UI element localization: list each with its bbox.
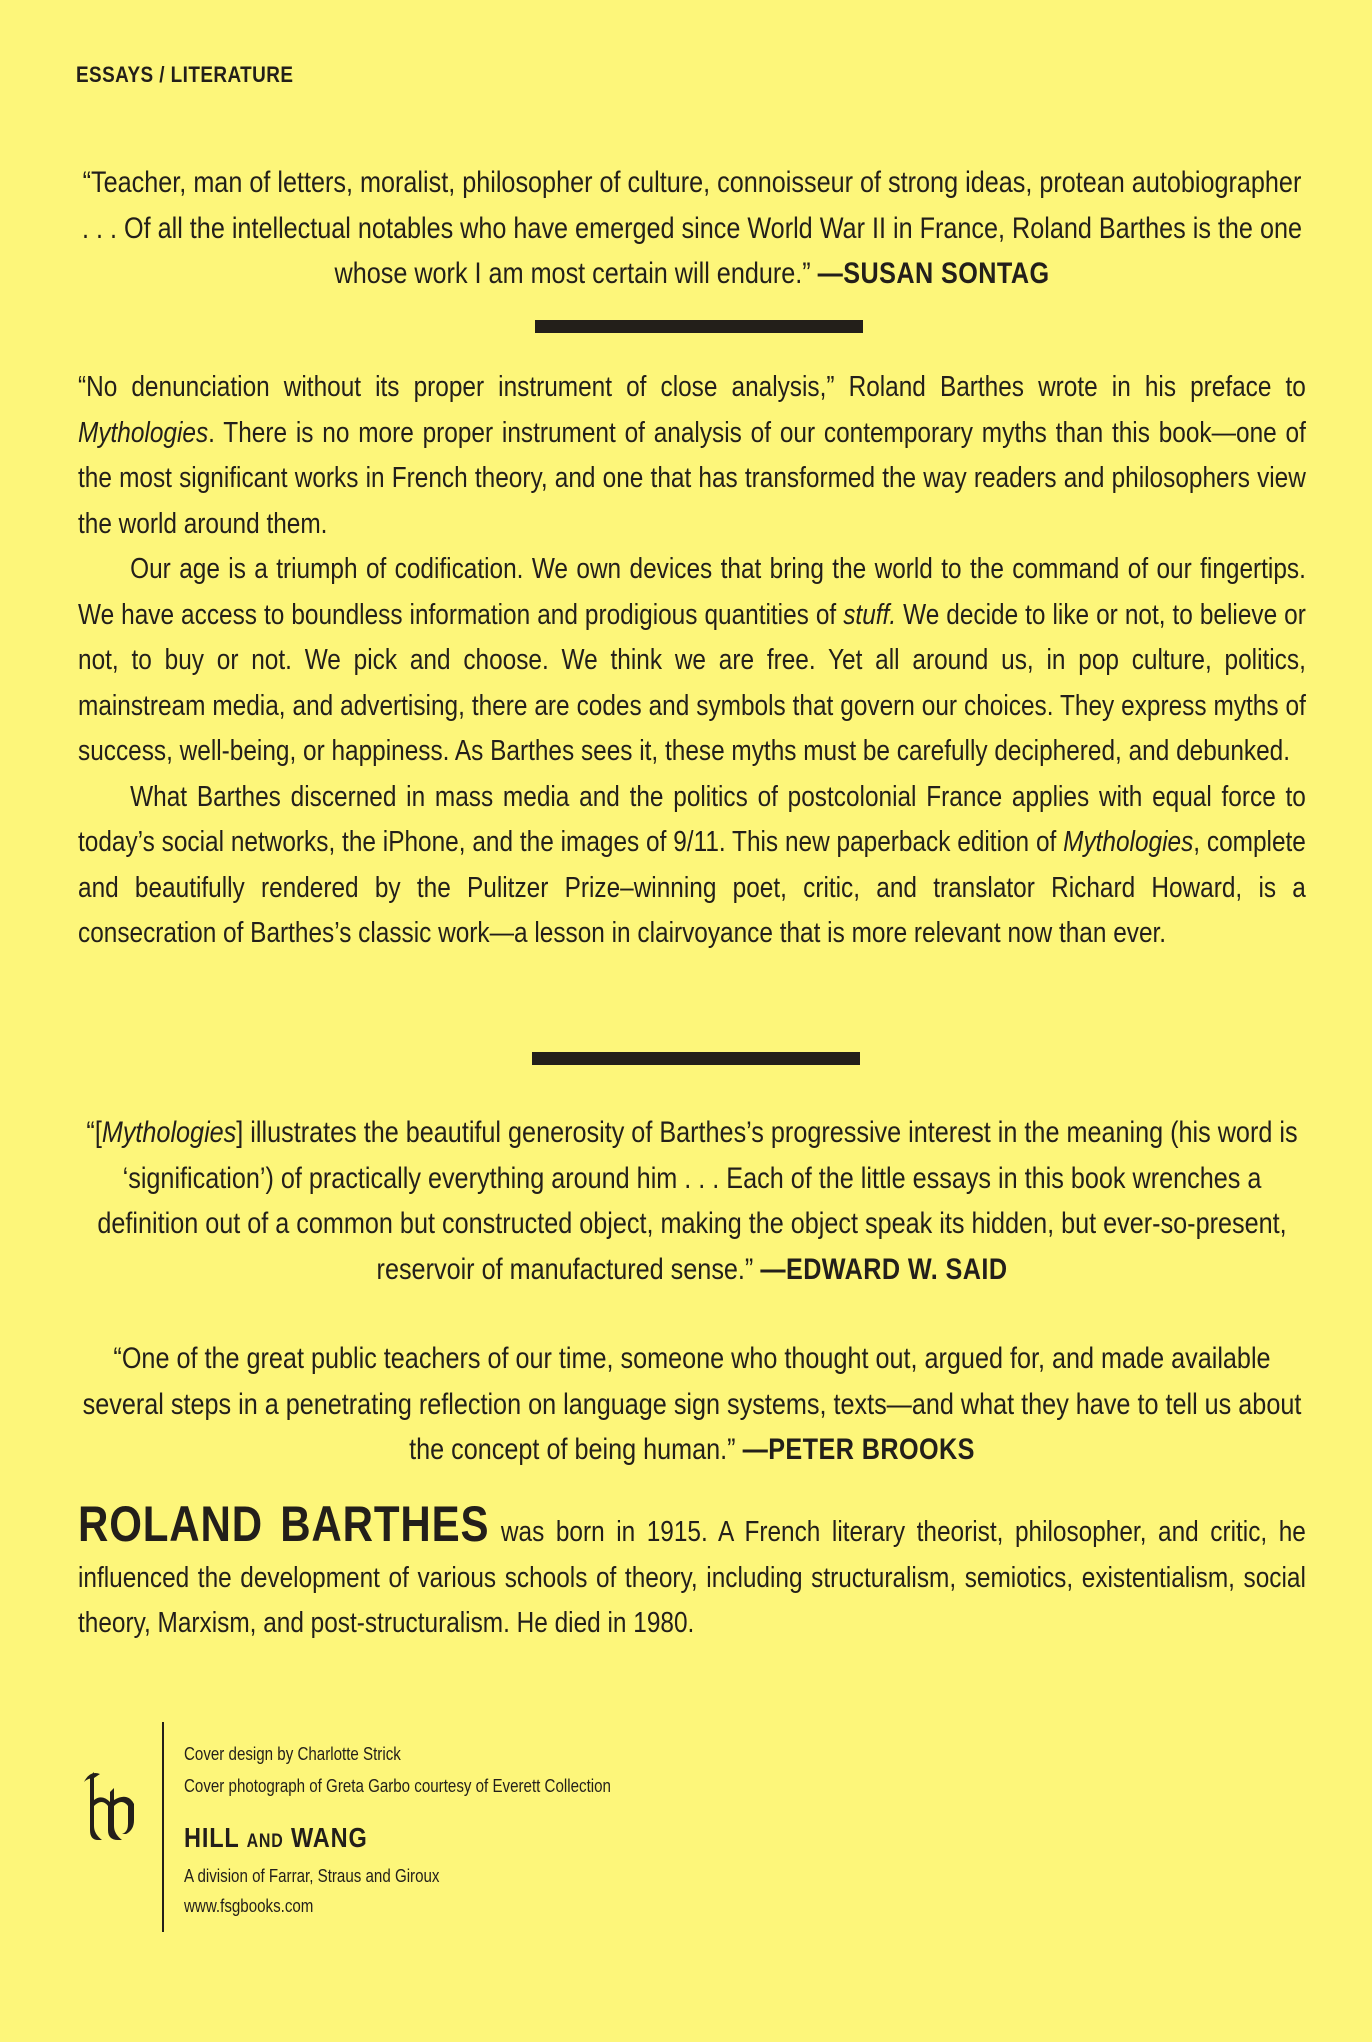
italic-word: stuff. bbox=[843, 598, 897, 631]
brooks-quote-text: “One of the great public teachers of our time, someone who thought out, argued for, and made available several steps in a penetrating reflection on language sign systems, texts—and what they have to tell us about the concept of being human.” bbox=[82, 1342, 1302, 1466]
book-description bbox=[78, 365, 1306, 957]
description-paragraph bbox=[78, 365, 1306, 547]
publisher-division: A division of Farrar, Straus and Giroux bbox=[184, 1866, 440, 1886]
description-text: “No denunciation without its proper instrument of close analysis,” Roland Barthes wrote in his preface to bbox=[78, 371, 1306, 403]
said-quote-text: ] illustrates the beautiful generosity of Barthes’s progressive interest in the meaning (his word is ‘signification’) of practically everything around him . . . Each of the little essays in this book wrenches a definition out of a common but constructed object, making the object speak its hidden, but ever-so-present, reservoir of manufactured sense.” bbox=[97, 1116, 1298, 1286]
publisher-name bbox=[184, 1822, 368, 1854]
quote-open: “[ bbox=[86, 1116, 102, 1149]
sontag-attribution: —SUSAN SONTAG bbox=[817, 257, 1050, 290]
author-name: ROLAND BARTHES bbox=[78, 1496, 490, 1552]
description-text: We decide to like or not, to believe or not, to buy or not. We pick and choose. We think we are free. Yet all around us, in pop culture, politics, mainstream media, and advertising, there are codes and symbols that govern our choices. They express myths of success, well-being, or happiness. As Barthes sees it, these myths must be carefully deciphered, and debunked. bbox=[78, 598, 1306, 767]
sontag-quote bbox=[78, 160, 1306, 297]
cover-photo-credit: Cover photograph of Greta Garbo courtesy of Everett Collection bbox=[184, 1776, 611, 1796]
brooks-attribution: —PETER BROOKS bbox=[742, 1433, 975, 1466]
publisher-word: WANG bbox=[291, 1822, 368, 1853]
description-text: , complete and beautifully rendered by the Pulitzer Prize–winning poet, critic, and translator Richard Howard, is a consecration of Barthes’s classic work—a lesson in clairvoyance that is more relevant now than ever. bbox=[78, 826, 1306, 949]
book-title: Mythologies bbox=[101, 1116, 237, 1149]
bio-text: was born in 1915. A French literary theorist, philosopher, and critic, he influenced the development of various schools of theory, including structuralism, semiotics, existentialism, social theory, Marxism, and post-structuralism. He died in 1980. bbox=[78, 1516, 1306, 1639]
bio-paragraph bbox=[78, 1496, 1306, 1647]
divider-rule bbox=[532, 1052, 860, 1065]
said-quote bbox=[78, 1110, 1306, 1292]
publisher-word: HILL bbox=[184, 1822, 240, 1853]
description-text: What Barthes discerned in mass media and the politics of postcolonial France applies with equal force to today’s social networks, the iPhone, and the images of 9/11. This new paperback edition of bbox=[78, 780, 1306, 858]
footer-divider bbox=[162, 1722, 164, 1932]
said-attribution: —EDWARD W. SAID bbox=[760, 1252, 1008, 1286]
cover-design-credit: Cover design by Charlotte Strick bbox=[184, 1744, 401, 1764]
description-text: . There is no more proper instrument of analysis of our contemporary myths than this book—one of the most significant works in French theory, and one that has transformed the way readers and philosophers view the world around them. bbox=[78, 416, 1306, 540]
description-paragraph bbox=[78, 775, 1306, 957]
category-label: ESSAYS / LITERATURE bbox=[76, 62, 294, 87]
book-title: Mythologies bbox=[1063, 826, 1194, 858]
description-paragraph bbox=[78, 547, 1306, 775]
author-bio bbox=[78, 1496, 1306, 1647]
divider-rule bbox=[535, 320, 863, 333]
publisher-website[interactable]: www.fsgbooks.com bbox=[184, 1896, 314, 1916]
hill-and-wang-logo bbox=[80, 1768, 138, 1848]
book-title: Mythologies bbox=[78, 416, 209, 449]
sontag-quote-text: “Teacher, man of letters, moralist, philosopher of culture, connoisseur of strong ideas, protean autobiographer . . . Of all the intellectual notables who have emerged since World War II in France, Roland Barthes is the one whose work I am most certain will endure.” bbox=[81, 166, 1303, 290]
publisher-and: AND bbox=[246, 1831, 284, 1852]
description-text: Our age is a triumph of codification. We own devices that bring the world to the command of our fingertips. We have access to boundless information and prodigious quantities of bbox=[78, 553, 1306, 631]
brooks-quote bbox=[78, 1336, 1306, 1473]
